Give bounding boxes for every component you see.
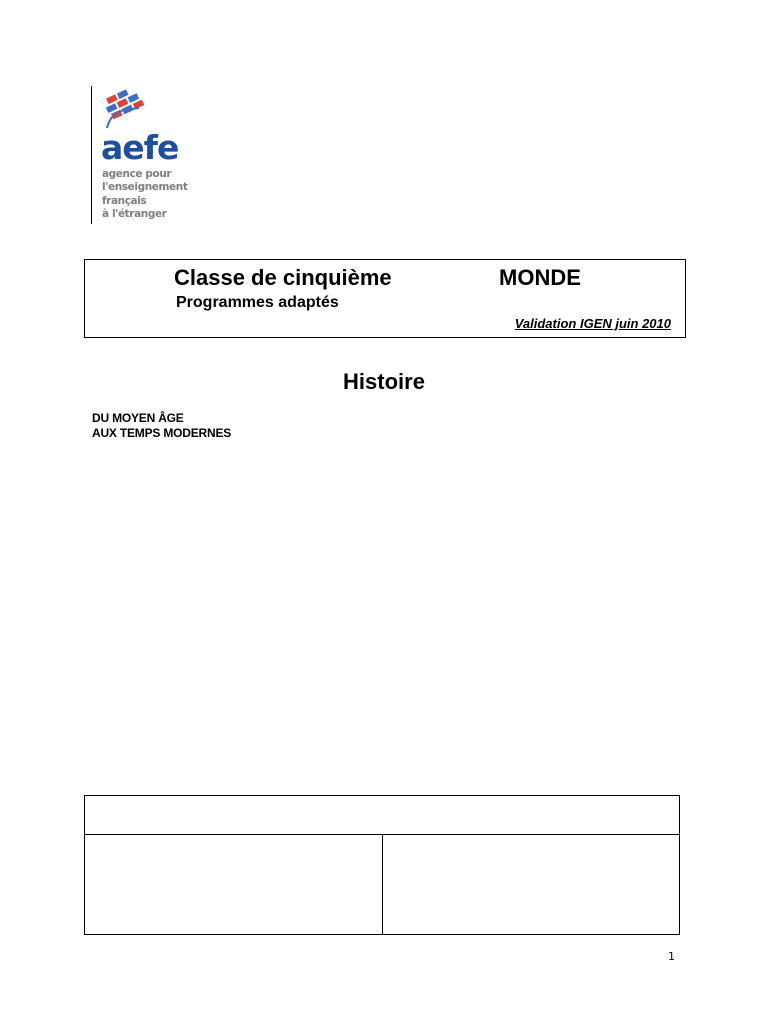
document-title: Classe de cinquième xyxy=(174,265,392,290)
logo-tagline-line: à l'étranger xyxy=(102,208,167,221)
period-line: DU MOYEN ÂGE xyxy=(92,411,184,425)
region-label: MONDE xyxy=(499,265,581,290)
aefe-logo xyxy=(91,84,201,226)
logo-wordmark: aefe xyxy=(101,128,179,167)
logo-tagline-line: agence pour xyxy=(102,168,172,180)
validation-note: Validation IGEN juin 2010 xyxy=(514,316,671,331)
logo-divider xyxy=(91,86,92,224)
logo-tagline-line: l'enseignement xyxy=(102,181,188,194)
logo-tagline-line: français xyxy=(102,194,147,207)
table-cell-left xyxy=(85,835,383,934)
page-number: 1 xyxy=(668,950,675,963)
empty-table xyxy=(84,795,680,935)
logo-tagline xyxy=(102,168,187,222)
period-line: AUX TEMPS MODERNES xyxy=(92,426,232,440)
period-heading xyxy=(92,411,231,441)
subject-heading: Histoire xyxy=(343,369,425,394)
table-cell-right xyxy=(383,835,679,934)
title-box xyxy=(84,259,686,338)
table-header-row xyxy=(85,796,679,835)
document-subtitle: Programmes adaptés xyxy=(176,294,339,311)
